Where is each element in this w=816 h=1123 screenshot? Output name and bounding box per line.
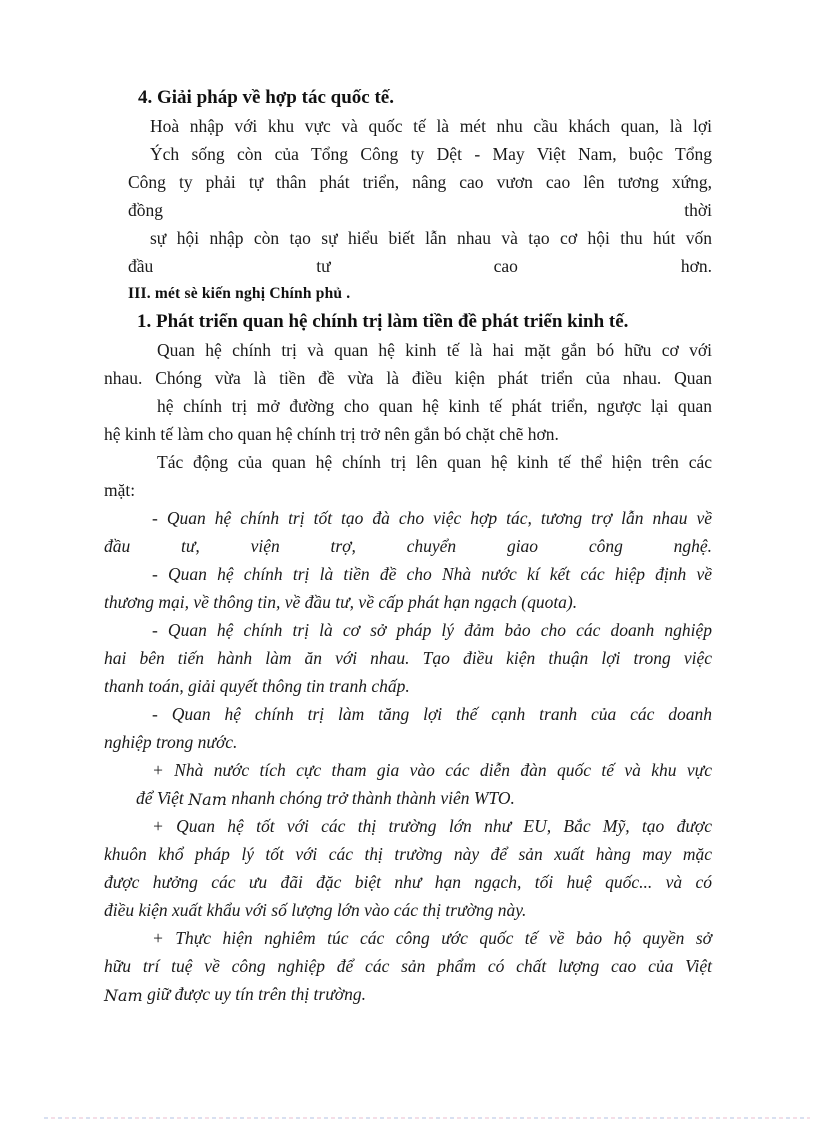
section1-paragraph-line: Quan hệ chính trị và quan hệ kinh tế là hai mặt gắn bó hữu cơ với: [157, 340, 712, 360]
section4-paragraph-line: Hoà nhập với khu vực và quốc tế là mét nhu cầu khách quan, là lợi: [150, 116, 712, 136]
section1-paragraph-line: hệ chính trị mở đường cho quan hệ kinh tế phát triển, ngược lại quan: [157, 396, 712, 416]
page-text-content: [100, 84, 712, 1008]
bullet-line-text: nhanh chóng trở thành thành viên WTO.: [226, 788, 515, 808]
section1-paragraph-line: hệ kinh tế làm cho quan hệ chính trị trở nên gắn bó chặt chẽ hơn.: [104, 424, 559, 444]
bullet-paragraph-line: thanh toán, giải quyết thông tin tranh chấp.: [104, 676, 410, 696]
section1-paragraph-line: Tác động của quan hệ chính trị lên quan hệ kinh tế thể hiện trên các: [157, 452, 712, 472]
section1-heading: 1. Phát triển quan hệ chính trị làm tiền đề phát triển kinh tế.: [137, 311, 629, 332]
bullet-paragraph-line: [100, 980, 712, 1008]
section1-paragraph-line: mặt:: [104, 480, 136, 500]
bullet-paragraph-line: khuôn khổ pháp lý tốt với các thị trường này để sản xuất hàng may mặc: [104, 844, 712, 864]
bullet-line-text: để Việt: [136, 788, 189, 808]
section4-paragraph-line: đầu tư cao hơn.: [128, 256, 712, 276]
section1-paragraph-line: nhau. Chóng vừa là tiền đề vừa là điều kiện phát triển của nhau. Quan: [104, 368, 712, 388]
bullet-paragraph-line: + Quan hệ tốt với các thị trường lớn như EU, Bắc Mỹ, tạo được: [152, 816, 712, 836]
section4-paragraph-line: sự hội nhập còn tạo sự hiểu biết lẫn nhau và tạo cơ hội thu hút vốn: [150, 228, 712, 248]
bullet-paragraph-line: đầu tư, viện trợ, chuyển giao công nghệ.: [104, 536, 712, 556]
section4-paragraph-line: đồng thời: [128, 200, 712, 220]
bullet-paragraph-line: điều kiện xuất khẩu với số lượng lớn vào các thị trường này.: [104, 900, 527, 920]
bullet-paragraph-line: + Thực hiện nghiêm túc các công ước quốc tế về bảo hộ quyền sở: [152, 928, 712, 948]
footer-dotted-rule: [44, 1117, 810, 1119]
nam-word: Nam: [104, 986, 143, 1005]
bullet-paragraph-line: hai bên tiến hành làm ăn với nhau. Tạo điều kiện thuận lợi trong việc: [104, 648, 712, 668]
bullet-paragraph-line: thương mại, về thông tin, về đầu tư, về cấp phát hạn ngạch (quota).: [104, 592, 578, 612]
bullet-paragraph-line: - Quan hệ chính trị là tiền đề cho Nhà nước kí kết các hiệp định về: [152, 564, 712, 584]
bullet-paragraph-line: nghiệp trong nước.: [104, 732, 238, 752]
bullet-paragraph-line: được hưởng các ưu đãi đặc biệt như hạn ngạch, tối huệ quốc... và có: [104, 872, 712, 892]
bullet-paragraph-line: - Quan hệ chính trị làm tăng lợi thế cạnh tranh của các doanh: [152, 704, 712, 724]
section4-paragraph-line: Ých sống còn của Tổng Công ty Dệt - May Việt Nam, buộc Tổng: [150, 144, 712, 164]
section4-heading: 4. Giải pháp về hợp tác quốc tế.: [138, 87, 394, 108]
nam-word: Nam: [188, 790, 227, 809]
bullet-line-text: giữ được uy tín trên thị trường.: [142, 984, 366, 1004]
bullet-paragraph-line: - Quan hệ chính trị là cơ sở pháp lý đảm bảo cho các doanh nghiệp: [152, 620, 712, 640]
bullet-paragraph-line: hữu trí tuệ về công nghiệp để các sản phẩm có chất lượng cao của Việt: [104, 956, 712, 976]
bullet-paragraph-line: - Quan hệ chính trị tốt tạo đà cho việc hợp tác, tương trợ lẫn nhau về: [152, 508, 712, 528]
bullet-paragraph-line: [100, 784, 712, 812]
bullet-paragraph-line: + Nhà nước tích cực tham gia vào các diễn đàn quốc tế và khu vực: [152, 760, 712, 780]
section3-subheading: III. mét sè kiến nghị Chính phủ .: [128, 285, 351, 302]
section4-paragraph-line: Công ty phải tự thân phát triển, nâng cao vươn cao lên tương xứng,: [128, 172, 712, 192]
